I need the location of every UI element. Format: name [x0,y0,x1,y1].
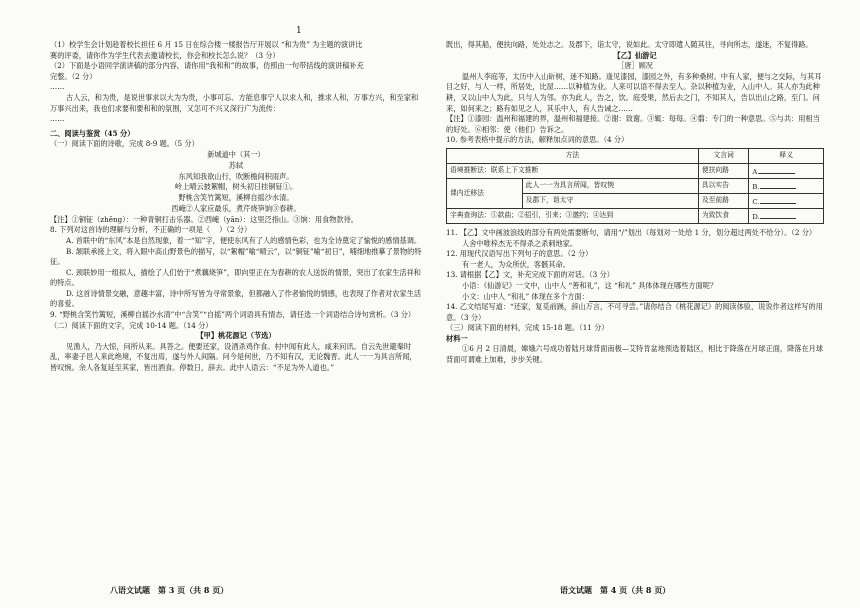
ellipsis: …… [50,114,65,124]
poem-line: 西崦②人家应最乐，煮芹烧笋饷③春耕。 [171,203,301,213]
right-footer: 语文试题 第 4 页（共 8 页） [560,585,671,595]
text2-body: 温州人李庭等，太历中入山斫树，迷不知路。逢见漆园，漆园之外，有多种桑树。中有人家，便与之交际，与其耳目之好，与人一样，所居处，比屋……以种植为业。人来可以语不得去至人。杂以种植为业，入山中人。其人亦为此种耕，又以山中人为此，只与人为邻。亦为此人，告之，饮。庭受果，然后去之门，不知其人，告以出山之路，至门。问来，如何来之；路有如见之人，其乐中人，有人告诫之…… [446,71,822,113]
left-footer: 八语文试题 第 3 页（共 8 页） [110,585,229,595]
subsection-heading: （一）阅读下面的诗歌，完成 8-9 题。（5 分） [50,139,199,149]
table-cell-answer[interactable]: C. [749,193,824,208]
table-cell-word: 便扶向路 [698,163,749,178]
material-text: ①6 月 2 日清晨，嫦娥六号成功着陆月球背面南极—艾特肯盆地预选着陆区，相比于降落在月球正面，降落在月球背面可谓难上加难，步步关键。 [446,344,824,365]
subsection-heading: （三）阅读下面的材料，完成 15-18 题。（11 分） [446,323,609,333]
table-cell-example: 此人一一为具言所闻，皆叹惋 [522,178,698,193]
text2-title: 【乙】仙游记 [613,50,657,60]
poem-title: 新城道中（其一） [207,149,265,159]
table-cell-answer[interactable]: D. [749,208,824,223]
table-header-meaning: 释义 [749,148,824,163]
q8-option-b: B. 颔联承接上文，将入眼中高山野景色的描写，以“絮帽”喻“晴云”，以“铜钲”喻“初日”，哺细地推摹了景物的特征。 [50,246,422,267]
table-row [447,178,824,193]
text-title: 【甲】桃花源记（节选） [196,331,276,341]
intro-line: （2）下面是小语同学演讲稿的部分内容，请你用“我和和”的故事，仿照由一句带括线的演讲稿补充 [50,61,364,71]
q8-option-c: C. 颈联妙用一组拟人，描绘了人们怡于“煮藕烧笋”，即向里正在为春耕的农人送饭的情景，突出了农家生活祥和的特点。 [50,267,421,288]
q12-text: 有一老人，为众所伏，客骸其命。 [462,259,570,269]
poem-block [50,150,422,215]
question-14: 14. 乙文结尾写道：“还家，复觅前蹊，辞山万言，不可寻尝。”请你结合《桃花源记》的阅读体验，说说作者这样写的用意。（3 分） [446,302,823,322]
section-heading: 二、阅读与鉴赏（45 分） [50,128,135,138]
table-cell-method: 字典查询法：①款曲；②招引，引来；③邀约；④达到 [447,208,699,223]
intro-line: （1）校学生会计划趁着校长担任 6 月 15 日在综合楼一楼报告厅开展以 “和为贵” 为主题的演讲比 [50,40,363,49]
table-cell-answer[interactable]: B. [749,178,824,193]
right-page [446,40,824,366]
question-8: 8. 下列对这首诗的理解与分析，不正确的一项是（ ）（2 分） [50,225,252,235]
table-cell-method: 课内迁移法 [447,178,523,208]
question-12: 12. 用现代汉语写出下列句子的意思。（2 分） [446,249,593,259]
table-cell-word: 具以实告 [698,178,749,193]
table-cell-method: 语境推断法：联系上下文推断 [447,163,699,178]
text-continued: 既出，得其船，便扶向路，处处志之。及郡下，诣太守，说如此。太守即遣人随其往，寻向所志，遂迷，不复得路。 [446,40,813,49]
table-row [447,208,824,223]
q11-text: 人舍中唯梓杰无不得杀之杀刺地家。 [462,238,578,248]
poem-author: 苏轼 [228,160,244,170]
poem-line: 岭上晴云披絮帽，树头初日挂铜钲①。 [174,182,298,192]
ellipsis: …… [50,82,65,92]
q8-option-a: A. 首联中的“东风”本是自然现象，着一“知”字，便使东风有了人的感情色彩，也为全诗奠定了愉悦的感情基调。 [66,235,422,245]
table-header-row [447,148,824,163]
text2-note: 【注】①漆园：温州和福建的界，温州和福建接。②谢：致谢。③辄：每每。④翦：专门的一种意思。⑤与共：用相当的好处。⑥相邻：使（他们）告诉之。 [446,114,820,134]
material-label: 材料一 [446,333,468,343]
table-cell-example: 及郡下，诣太守 [522,193,698,208]
question-11: 11. 【乙】文中画波浪线的部分有两处需要断句，请用“/”划出（每划对一处给 1 分，划分超过两处不给分）。（2 分） [446,227,817,237]
table-header-word: 文言词 [698,148,749,163]
q13-dialog-a: 小语：《仙游记》一文中，山中人 “善和礼”，这 “和礼” 具体体现在哪些方面呢？ [462,280,718,290]
q13-dialog-b[interactable]: 小文：山中人 “和礼” 体现在多个方面： [446,292,824,303]
table-cell-word: 为致饮食 [698,208,749,223]
question-9: 9. “野桃含笑竹篱短，溪柳自摇沙水清”中“含笑”“自摇”两个词语具有情态，请任选一个词语结合诗句赏析。（3 分） [50,310,416,320]
essay-paragraph: 古人云，和为贵，是说世事求以大为为贵，小事可忘、方能息事宁人以求人和，推求人和，万事方兴，和至家和万事兴出来，我也们求要和要和和的氛围，又怎可不兴又深行广为流传： [50,92,419,113]
top-mark: 1 [296,26,302,36]
intro-line: 完整。（2 分） [50,71,97,81]
question-10: 10. 参考表格中提示的方法，解释加点词的意思。（4 分） [446,135,629,145]
table-cell-word: 及至前路 [698,193,749,208]
table-cell-answer[interactable]: A. [749,163,824,178]
poem-line: 东风知我欲山行，吹断檐间积雨声。 [178,171,294,181]
table-row [447,163,824,178]
poem-note: 【注】①铜钲（zhēng）：一种青铜打击乐器。②西崦（yān）：这里泛指山。③饷：用食物款待。 [50,214,358,224]
q8-option-d: D. 这首诗情景交融，意趣丰富，诗中所写皆为寻常景象，但都融入了作者愉悦的情感，也表现了作者对农家生活的喜爱。 [50,288,422,309]
intro-line: 赛的评委，请你作为学生代表去邀请校长，你会和校长怎么说？（3 分） [50,50,280,60]
table-header-method: 方法 [447,148,699,163]
text2-author: ［唐］顾况 [617,61,653,71]
poem-line: 野桃含笑竹篱短，溪柳自摇沙水清。 [178,193,294,203]
question-13: 13. 请根据【乙】文，补充完成下面的对话。（3 分） [446,270,614,280]
left-page [50,40,422,374]
subsection-heading: （二）阅读下面的文字，完成 10-14 题。（14 分） [50,320,213,330]
text-body: 见渔人，乃大惊，问所从来。具答之。便要还家，设酒杀鸡作食。村中闻有此人，咸来问讯。自云先世避秦时乱，率妻子邑人来此绝境，不复出焉，遂与外人间隔。问今是何世，乃不知有汉，无论魏晋。此人一一为具言所闻，皆叹惋。余人各复延至其家，皆出酒食。停数日，辞去。此中人语云：“不足为外人道也。” [50,341,417,373]
method-table [446,148,824,224]
